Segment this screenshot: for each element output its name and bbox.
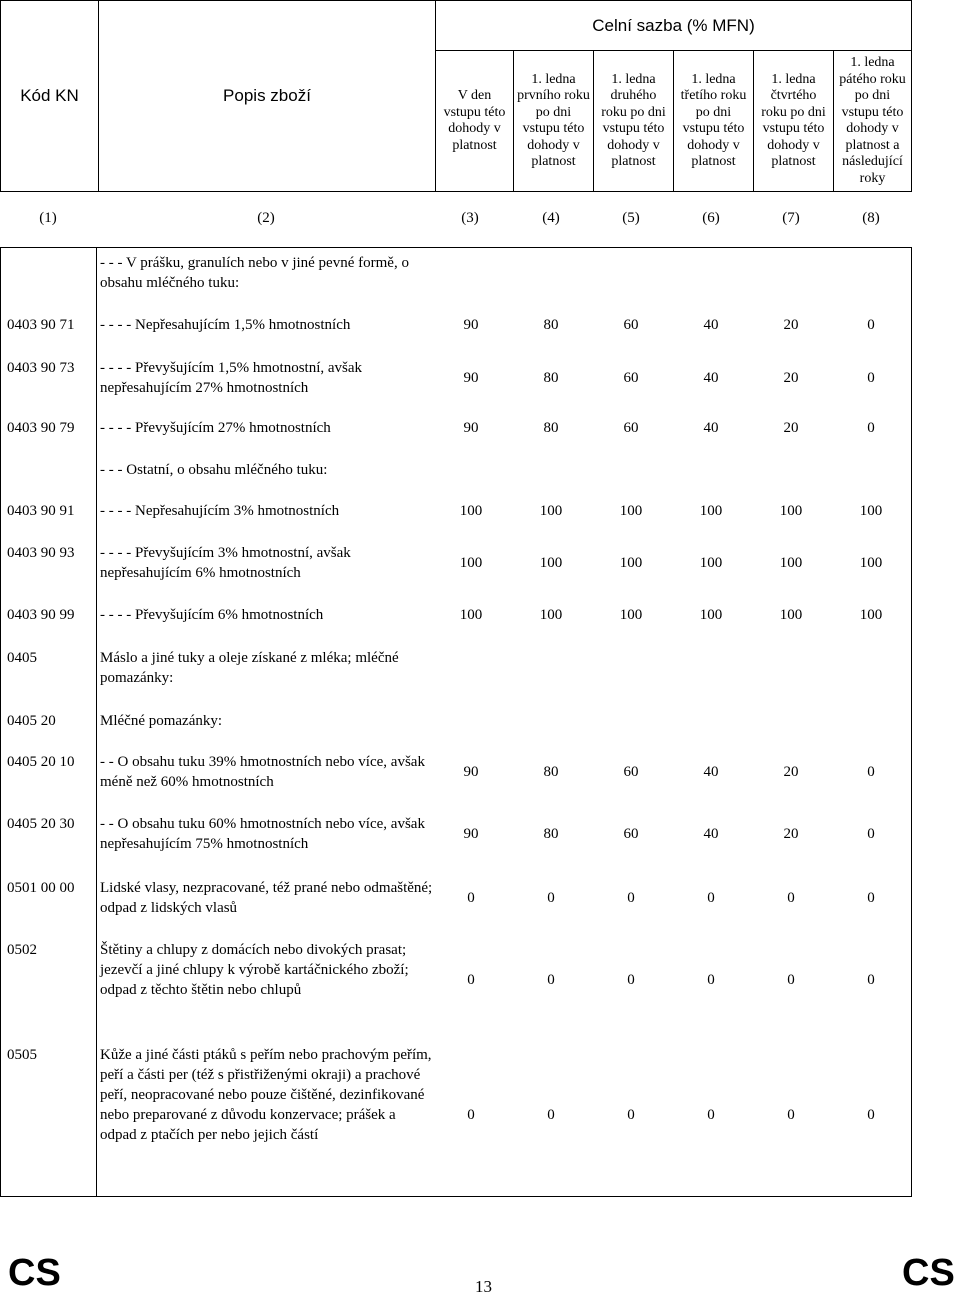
- duty-rate: 0: [867, 317, 875, 333]
- duty-rate: 90: [463, 317, 479, 333]
- rate-header-line: vstupu této: [602, 121, 665, 136]
- rate-header-line: dohody v: [448, 121, 501, 136]
- rate-header-line: dohody v: [846, 121, 899, 136]
- cn-code: 0403 90 71: [7, 317, 75, 333]
- duty-rate: 20: [783, 317, 799, 333]
- duty-rate: 0: [707, 890, 715, 906]
- rate-header-text: [761, 72, 826, 171]
- tariff-header: [0, 0, 912, 192]
- rate-header-text: [601, 72, 666, 171]
- duty-rate: 0: [467, 972, 475, 988]
- duty-rate: 100: [699, 555, 723, 571]
- duty-rate: 0: [867, 370, 875, 386]
- duty-rate: 100: [779, 607, 803, 623]
- column-number-row: [0, 210, 912, 230]
- duty-rate: 80: [543, 370, 559, 386]
- rate-header-line: 1. ledna: [611, 71, 656, 87]
- duty-rate: 80: [543, 420, 559, 436]
- duty-rate: 0: [547, 890, 555, 906]
- desc-header-label: Popis zboží: [223, 86, 311, 105]
- rate-header-line: platnost: [452, 137, 497, 153]
- rate-header-line: roku po dni: [601, 104, 666, 120]
- rate-header-line: následující: [842, 154, 903, 169]
- column-number: (8): [862, 210, 880, 226]
- rate-column-header-6: [674, 51, 754, 191]
- goods-description: - - - Ostatní, o obsahu mléčného tuku:: [100, 462, 328, 478]
- duty-rate: 100: [779, 555, 803, 571]
- duty-rate: 90: [463, 370, 479, 386]
- cn-code: 0403 90 73: [7, 360, 75, 376]
- cn-code: 0505: [7, 1047, 37, 1063]
- goods-description: - - - - Nepřesahujícím 1,5% hmotnostních: [100, 317, 351, 333]
- duty-rate: 100: [459, 607, 483, 623]
- duty-rate: 100: [459, 503, 483, 519]
- page-number: 13: [475, 1277, 492, 1296]
- duty-rate: 20: [783, 420, 799, 436]
- duty-rate: 100: [459, 555, 483, 571]
- duty-rate: 40: [703, 370, 719, 386]
- rate-header-line: vstupu této: [443, 104, 506, 120]
- rate-header-line: dohody v: [687, 137, 740, 153]
- duty-rate: 80: [543, 317, 559, 333]
- cn-code: 0405: [7, 650, 37, 666]
- duty-rate: 90: [463, 826, 479, 842]
- duty-rate: 20: [783, 764, 799, 780]
- goods-description: - - O obsahu tuku 39% hmotnostních nebo více, avšak méně než 60% hmotnostních: [100, 754, 425, 790]
- mfn-group-label: Celní sazba (% MFN): [592, 15, 755, 35]
- duty-rate: 0: [467, 890, 475, 906]
- rate-header-text: [681, 72, 747, 171]
- duty-rate: 0: [627, 972, 635, 988]
- duty-rate: 0: [787, 972, 795, 988]
- column-number: (6): [702, 210, 720, 226]
- cn-code: 0403 90 79: [7, 420, 75, 436]
- rate-header-line: po dni: [695, 104, 732, 120]
- duty-rate: 100: [539, 555, 563, 571]
- duty-rate: 40: [703, 764, 719, 780]
- rate-header-line: vstupu této: [762, 121, 825, 136]
- goods-description: Kůže a jiné části ptáků s peřím nebo prachovým peřím, peří a části per (též s přistřiženými okraji) a prachové peří, neopracované nebo pouze čištěné, dezinfikované nebo preparované z důvodu konzervace; prášek a odpad z ptačích per nebo jejich částí: [100, 1047, 432, 1143]
- duty-rate: 60: [623, 420, 639, 436]
- goods-description: - - - - Nepřesahujícím 3% hmotnostních: [100, 503, 340, 519]
- cn-code: 0403 90 99: [7, 607, 75, 623]
- goods-description: - - - - Převyšujícím 1,5% hmotnostní, avšak nepřesahujícím 27% hmotnostních: [100, 360, 363, 396]
- goods-description: - - - - Převyšujícím 27% hmotnostních: [100, 420, 331, 436]
- duty-rate: 0: [627, 890, 635, 906]
- rate-column-header-3: [436, 51, 514, 191]
- cn-code: 0403 90 93: [7, 545, 75, 561]
- duty-rate: 20: [783, 826, 799, 842]
- duty-rate: 100: [859, 555, 883, 571]
- duty-rate: 0: [787, 890, 795, 906]
- rate-header-line: po dni: [535, 104, 572, 120]
- duty-rate: 0: [627, 1107, 635, 1123]
- rate-header-line: platnost: [691, 154, 736, 169]
- duty-rate: 80: [543, 826, 559, 842]
- duty-rate: 0: [867, 972, 875, 988]
- rate-header-line: dohody v: [607, 137, 660, 153]
- duty-rate: 0: [867, 764, 875, 780]
- cn-code: 0502: [7, 942, 37, 958]
- goods-description: Máslo a jiné tuky a oleje získané z mléka; mléčné pomazánky:: [100, 650, 399, 686]
- rate-header-line: 1. ledna: [850, 55, 895, 70]
- duty-rate: 0: [867, 890, 875, 906]
- rate-header-line: vstupu této: [682, 121, 745, 136]
- rate-header-line: 1. ledna: [531, 71, 576, 87]
- goods-description: - - - - Převyšujícím 3% hmotnostní, avšak nepřesahujícím 6% hmotnostních: [100, 545, 351, 581]
- duty-rate: 100: [699, 607, 723, 623]
- cn-code: 0501 00 00: [7, 880, 75, 896]
- rate-header-line: třetího roku: [680, 88, 747, 103]
- goods-description: Mléčné pomazánky:: [100, 713, 223, 729]
- duty-rate: 100: [619, 503, 643, 519]
- duty-rate: 0: [867, 826, 875, 842]
- rate-header-line: po dni: [854, 88, 891, 103]
- rate-header-line: platnost a: [845, 137, 900, 153]
- rate-header-line: V den: [457, 88, 492, 103]
- duty-rate: 100: [539, 607, 563, 623]
- goods-description: Lidské vlasy, nezpracované, též prané nebo odmaštěné; odpad z lidských vlasů: [100, 880, 433, 916]
- rate-header-line: čtvrtého: [770, 88, 817, 103]
- duty-rate: 100: [619, 555, 643, 571]
- goods-description: - - - - Převyšujícím 6% hmotnostních: [100, 607, 324, 623]
- cn-code: 0403 90 91: [7, 503, 75, 519]
- rate-header-line: 1. ledna: [691, 71, 736, 87]
- rate-header-line: platnost: [771, 154, 816, 169]
- duty-rate: 40: [703, 420, 719, 436]
- footer-language-right: CS: [902, 1252, 955, 1294]
- cn-code: 0405 20: [7, 713, 56, 729]
- duty-rate: 0: [467, 1107, 475, 1123]
- duty-rate: 60: [623, 826, 639, 842]
- rate-header-line: 1. ledna: [771, 71, 816, 87]
- cn-code: 0405 20 10: [7, 754, 75, 770]
- duty-rate: 60: [623, 764, 639, 780]
- goods-description: Štětiny a chlupy z domácích nebo divokých prasat; jezevčí a jiné chlupy k výrobě kartáčnického zboží; odpad z těchto štětin nebo chlupů: [100, 942, 409, 998]
- footer-language-left: CS: [8, 1252, 61, 1294]
- rate-column-header-4: [514, 51, 594, 191]
- rate-header-line: pátého roku: [839, 71, 906, 87]
- duty-rate: 0: [547, 1107, 555, 1123]
- rate-header-line: vstupu této: [522, 121, 585, 136]
- goods-description: - - - V prášku, granulích nebo v jiné pevné formě, o obsahu mléčného tuku:: [100, 255, 409, 291]
- rate-column-header-5: [594, 51, 674, 191]
- rate-header-line: roku po dni: [761, 104, 826, 120]
- duty-rate: 100: [619, 607, 643, 623]
- column-number: (7): [782, 210, 800, 226]
- duty-rate: 100: [699, 503, 723, 519]
- code-header-label: Kód KN: [20, 86, 79, 105]
- rate-column-header-7: [754, 51, 834, 191]
- duty-rate: 0: [707, 1107, 715, 1123]
- rate-header-text: [517, 72, 590, 171]
- code-column-divider: [96, 247, 97, 1197]
- column-number: (3): [461, 210, 479, 226]
- duty-rate: 0: [547, 972, 555, 988]
- rate-header-line: vstupu této: [841, 104, 904, 120]
- duty-rate: 0: [867, 1107, 875, 1123]
- column-number: (2): [257, 210, 275, 226]
- duty-rate: 0: [867, 420, 875, 436]
- rate-header-line: platnost: [611, 154, 656, 169]
- duty-rate: 100: [779, 503, 803, 519]
- duty-rate: 0: [707, 972, 715, 988]
- rate-header-line: druhého: [610, 88, 657, 103]
- rate-header-line: prvního roku: [517, 88, 590, 103]
- duty-rate: 60: [623, 317, 639, 333]
- duty-rate: 20: [783, 370, 799, 386]
- duty-rate: 40: [703, 317, 719, 333]
- duty-rate: 40: [703, 826, 719, 842]
- rate-header-line: platnost: [531, 154, 576, 169]
- duty-rate: 0: [787, 1107, 795, 1123]
- rate-header-text: [839, 55, 905, 187]
- column-number: (4): [542, 210, 560, 226]
- rate-column-header-8: [834, 51, 911, 191]
- cn-code: 0405 20 30: [7, 816, 75, 832]
- duty-rate: 90: [463, 420, 479, 436]
- mfn-group-header: [435, 1, 912, 51]
- duty-rate: 100: [539, 503, 563, 519]
- desc-column-header: [99, 1, 436, 191]
- column-number: (5): [622, 210, 640, 226]
- duty-rate: 100: [859, 607, 883, 623]
- rate-header-line: roky: [859, 170, 886, 186]
- duty-rate: 80: [543, 764, 559, 780]
- duty-rate: 90: [463, 764, 479, 780]
- column-number: (1): [39, 210, 57, 226]
- goods-description: - - O obsahu tuku 60% hmotnostních nebo více, avšak nepřesahujícím 75% hmotnostních: [100, 816, 425, 852]
- code-column-header: [1, 1, 99, 191]
- duty-rate: 100: [859, 503, 883, 519]
- rate-header-line: dohody v: [767, 137, 820, 153]
- rate-header-text: [444, 88, 506, 154]
- rate-header-line: dohody v: [527, 137, 580, 153]
- duty-rate: 60: [623, 370, 639, 386]
